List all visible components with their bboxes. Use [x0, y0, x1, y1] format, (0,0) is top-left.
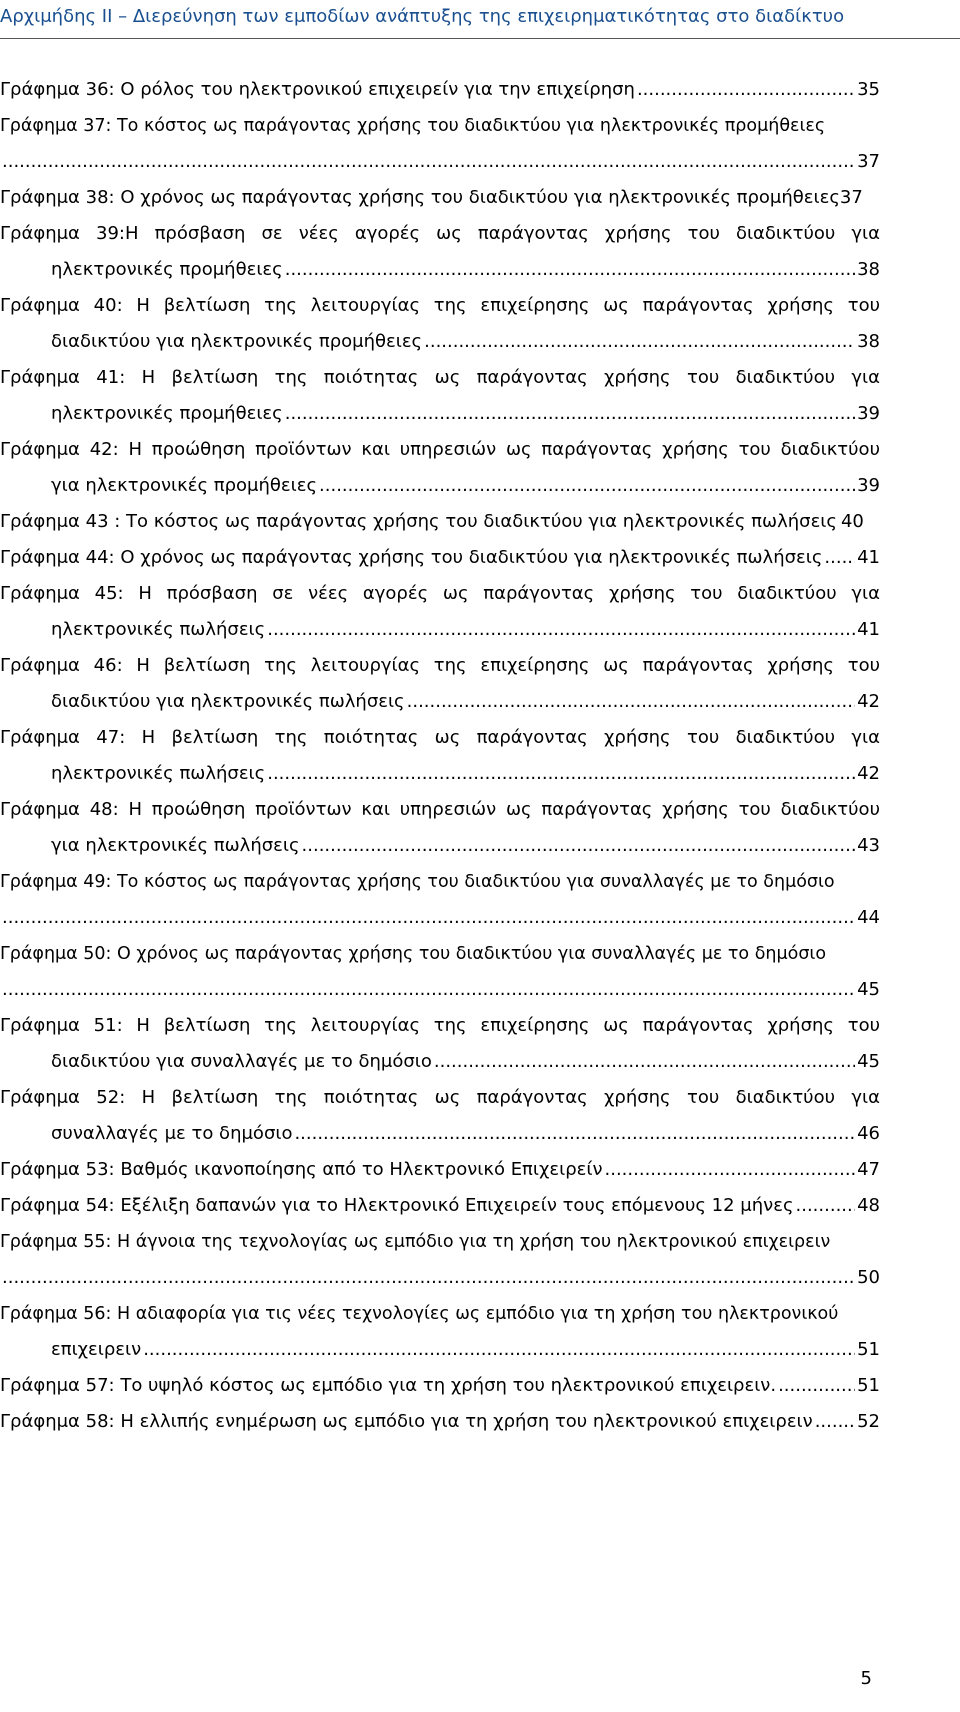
entry-page: 35: [857, 79, 880, 100]
entry-title: Γράφημα 50: Ο χρόνος ως παράγοντας χρήσης του διαδικτύου για συναλλαγές με το δημόσιο: [0, 944, 827, 964]
dot-leader: [407, 684, 855, 720]
entry-title: Γράφημα 45: Η πρόσβαση σε νέες αγορές ως παράγοντας χρήσης του διαδικτύου για: [0, 583, 880, 604]
entry-page: 38: [857, 259, 880, 280]
toc-entry[interactable]: [0, 792, 880, 864]
entry-page: 42: [857, 691, 880, 712]
dot-leader: [2, 900, 855, 936]
entry-title: Γράφημα 55: Η άγνοια της τεχνολογίας ως εμπόδιο για τη χρήση του ηλεκτρονικού επιχειρειν: [0, 1232, 831, 1252]
entry-page: 43: [857, 835, 880, 856]
entry-title: Γράφημα 54: Εξέλιξη δαπανών για το Ηλεκτρονικό Επιχειρείν τους επόμενους 12 μήνες: [0, 1195, 794, 1216]
dot-leader: [824, 540, 855, 576]
toc-entry[interactable]: [0, 864, 880, 936]
entry-title: Γράφημα 48: Η προώθηση προϊόντων και υπηρεσιών ως παράγοντας χρήσης του διαδικτύου: [0, 799, 880, 820]
toc-entry[interactable]: [0, 648, 880, 720]
dot-leader: [143, 1332, 855, 1368]
entry-title: Γράφημα 53: Βαθμός ικανοποίησης από το Ηλεκτρονικό Επιχειρείν: [0, 1159, 603, 1180]
toc-entry[interactable]: [0, 1080, 880, 1152]
entry-title-cont: διαδικτύου για ηλεκτρονικές πωλήσεις: [51, 691, 405, 712]
dot-leader: [815, 1404, 855, 1440]
entry-page: 44: [857, 907, 880, 928]
toc-entry[interactable]: [0, 1296, 880, 1368]
toc-entry[interactable]: [0, 540, 880, 576]
entry-title: Γράφημα 57: Το υψηλό κόστος ως εμπόδιο για τη χρήση του ηλεκτρονικού επιχειρειν.: [0, 1375, 777, 1396]
entry-page: 47: [857, 1159, 880, 1180]
entry-title: Γράφημα 49: Το κόστος ως παράγοντας χρήσης του διαδικτύου για συναλλαγές με το δημόσιο: [0, 872, 835, 892]
entry-page: 50: [857, 1267, 880, 1288]
toc-entry[interactable]: [0, 1008, 880, 1080]
entry-title-cont: ηλεκτρονικές πωλήσεις: [51, 763, 266, 784]
entry-title: Γράφημα 38: Ο χρόνος ως παράγοντας χρήσης του διαδικτύου για ηλεκτρονικές προμήθειες: [0, 187, 840, 208]
entry-page: 42: [857, 763, 880, 784]
toc-entry[interactable]: [0, 1404, 880, 1440]
entry-title: Γράφημα 36: Ο ρόλος του ηλεκτρονικού επιχειρείν για την επιχείρηση: [0, 79, 635, 100]
entry-title: Γράφημα 56: Η αδιαφορία για τις νέες τεχνολογίες ως εμπόδιο για τη χρήση του ηλεκτρονικού: [0, 1304, 839, 1324]
entry-title-cont: ηλεκτρονικές προμήθειες: [51, 403, 283, 424]
dot-leader: [302, 828, 856, 864]
dot-leader: [319, 468, 855, 504]
toc-entry[interactable]: [0, 936, 880, 1008]
dot-leader: [294, 1116, 855, 1152]
entry-title: Γράφημα 43 : Το κόστος ως παράγοντας χρήσης του διαδικτύου για ηλεκτρονικές πωλήσεις: [0, 511, 837, 532]
entry-title: Γράφημα 37: Το κόστος ως παράγοντας χρήσης του διαδικτύου για ηλεκτρονικές προμήθειες: [0, 116, 826, 136]
entry-page: 48: [857, 1195, 880, 1216]
toc-entry[interactable]: [0, 720, 880, 792]
entry-title: Γράφημα 52: Η βελτίωση της ποιότητας ως παράγοντας χρήσης του διαδικτύου για: [0, 1087, 880, 1108]
entry-title: Γράφημα 39:Η πρόσβαση σε νέες αγορές ως παράγοντας χρήσης του διαδικτύου για: [0, 223, 880, 244]
toc-entry[interactable]: [0, 576, 880, 648]
dot-leader: [424, 324, 855, 360]
entry-page: 37: [839, 187, 863, 208]
list-of-figures: [0, 72, 880, 1440]
toc-entry[interactable]: [0, 288, 880, 360]
entry-page: 40: [840, 511, 864, 532]
toc-entry[interactable]: [0, 1188, 880, 1224]
dot-leader: [778, 1368, 855, 1404]
toc-entry[interactable]: [0, 1224, 880, 1296]
entry-page: 45: [857, 1051, 880, 1072]
entry-title-cont: για ηλεκτρονικές πωλήσεις: [51, 835, 300, 856]
toc-entry[interactable]: [0, 504, 880, 540]
entry-title-cont: διαδικτύου για ηλεκτρονικές προμήθειες: [51, 331, 423, 352]
dot-leader: [267, 756, 855, 792]
entry-page: 39: [857, 403, 880, 424]
entry-title-cont: για ηλεκτρονικές προμήθειες: [51, 475, 318, 496]
toc-entry[interactable]: [0, 360, 880, 432]
entry-page: 51: [857, 1375, 880, 1396]
dot-leader: [2, 144, 855, 180]
dot-leader: [285, 396, 855, 432]
entry-page: 51: [857, 1339, 880, 1360]
dot-leader: [267, 612, 855, 648]
dot-leader: [605, 1152, 856, 1188]
entry-title: Γράφημα 44: Ο χρόνος ως παράγοντας χρήσης του διαδικτύου για ηλεκτρονικές πωλήσεις: [0, 547, 823, 568]
toc-entry[interactable]: [0, 180, 880, 216]
entry-page: 39: [857, 475, 880, 496]
entry-title-cont: ηλεκτρονικές πωλήσεις: [51, 619, 266, 640]
entry-title: Γράφημα 47: Η βελτίωση της ποιότητας ως παράγοντας χρήσης του διαδικτύου για: [0, 727, 880, 748]
dot-leader: [2, 1260, 855, 1296]
entry-title: Γράφημα 42: Η προώθηση προϊόντων και υπηρεσιών ως παράγοντας χρήσης του διαδικτύου: [0, 439, 880, 460]
toc-entry[interactable]: [0, 1368, 880, 1404]
entry-page: 38: [857, 331, 880, 352]
header-divider: [0, 38, 960, 39]
entry-title: Γράφημα 46: Η βελτίωση της λειτουργίας της επιχείρησης ως παράγοντας χρήσης του: [0, 655, 880, 676]
running-header: Αρχιμήδης ΙΙ – Διερεύνηση των εμποδίων ανάπτυξης της επιχειρηματικότητας στο διαδίκτυο: [0, 6, 845, 27]
entry-page: 37: [857, 151, 880, 172]
entry-page: 52: [857, 1411, 880, 1432]
entry-page: 41: [857, 547, 880, 568]
entry-page: 41: [857, 619, 880, 640]
toc-entry[interactable]: [0, 72, 880, 108]
entry-title: Γράφημα 41: Η βελτίωση της ποιότητας ως παράγοντας χρήσης του διαδικτύου για: [0, 367, 880, 388]
entry-title-cont: διαδικτύου για συναλλαγές με το δημόσιο: [51, 1051, 432, 1072]
entry-title: Γράφημα 51: Η βελτίωση της λειτουργίας της επιχείρησης ως παράγοντας χρήσης του: [0, 1015, 880, 1036]
page-number: 5: [860, 1668, 872, 1689]
entry-title: Γράφημα 40: Η βελτίωση της λειτουργίας της επιχείρησης ως παράγοντας χρήσης του: [0, 295, 880, 316]
entry-title-cont: επιχειρειν: [51, 1339, 142, 1360]
dot-leader: [637, 72, 855, 108]
entry-title: Γράφημα 58: Η ελλιπής ενημέρωση ως εμπόδιο για τη χρήση του ηλεκτρονικού επιχειρειν: [0, 1411, 813, 1432]
dot-leader: [434, 1044, 855, 1080]
entry-title-cont: ηλεκτρονικές προμήθειες: [51, 259, 283, 280]
dot-leader: [285, 252, 855, 288]
toc-entry[interactable]: [0, 108, 880, 180]
toc-entry[interactable]: [0, 432, 880, 504]
dot-leader: [2, 972, 855, 1008]
dot-leader: [796, 1188, 856, 1224]
toc-entry[interactable]: [0, 1152, 880, 1188]
entry-title-cont: συναλλαγές με το δημόσιο: [51, 1123, 293, 1144]
entry-page: 46: [857, 1123, 880, 1144]
entry-page: 45: [857, 979, 880, 1000]
toc-entry[interactable]: [0, 216, 880, 288]
